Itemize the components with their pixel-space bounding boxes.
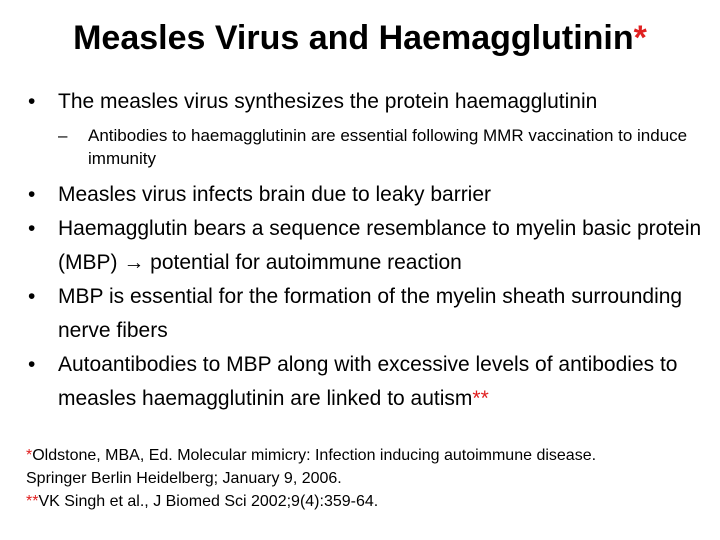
bullet-item <box>28 84 708 120</box>
bullet-text: The measles virus synthesizes the protein haemagglutinin <box>58 90 598 113</box>
footnote-mark: ** <box>472 387 489 410</box>
bullet-dot: • <box>28 183 36 206</box>
bullet-text-before: Haemagglutin bears a sequence resemblance to myelin basic protein (MBP) <box>58 217 702 274</box>
references <box>26 444 716 513</box>
slide-title <box>0 14 720 62</box>
bullet-item <box>28 178 708 212</box>
reference-mark: ** <box>26 493 39 510</box>
bullet-dot: • <box>28 217 36 240</box>
title-text: Measles Virus and Haemagglutinin <box>73 19 634 57</box>
sub-bullet-item <box>58 124 708 170</box>
reference-text: Oldstone, MBA, Ed. Molecular mimicry: Infection inducing autoimmune disease. <box>32 447 597 464</box>
reference-line <box>26 444 716 467</box>
reference-line <box>26 467 716 490</box>
bullet-list <box>28 84 708 416</box>
bullet-item <box>28 212 708 280</box>
arrow-icon: → <box>123 251 145 274</box>
reference-mark: * <box>26 447 33 464</box>
bullet-dot: • <box>28 285 36 308</box>
bullet-item <box>28 280 708 348</box>
sub-bullet-text: Antibodies to haemagglutinin are essential following MMR vaccination to induce immunity <box>88 126 688 168</box>
sub-bullet-dash: – <box>58 126 68 145</box>
reference-text: Springer Berlin Heidelberg; January 9, 2006. <box>26 470 342 487</box>
bullet-dot: • <box>28 353 36 376</box>
reference-line <box>26 490 716 513</box>
bullet-text: Measles virus infects brain due to leaky barrier <box>58 183 492 206</box>
bullet-dot: • <box>28 90 36 113</box>
bullet-text: MBP is essential for the formation of the myelin sheath surrounding nerve fibers <box>58 285 683 342</box>
bullet-text-after: potential for autoimmune reaction <box>144 251 462 274</box>
bullet-item <box>28 348 708 416</box>
title-asterisk: * <box>633 19 647 57</box>
bullet-text: Autoantibodies to MBP along with excessive levels of antibodies to measles haemagglutinin are linked to autism <box>58 353 678 410</box>
reference-text: VK Singh et al., J Biomed Sci 2002;9(4):359-64. <box>38 493 379 510</box>
